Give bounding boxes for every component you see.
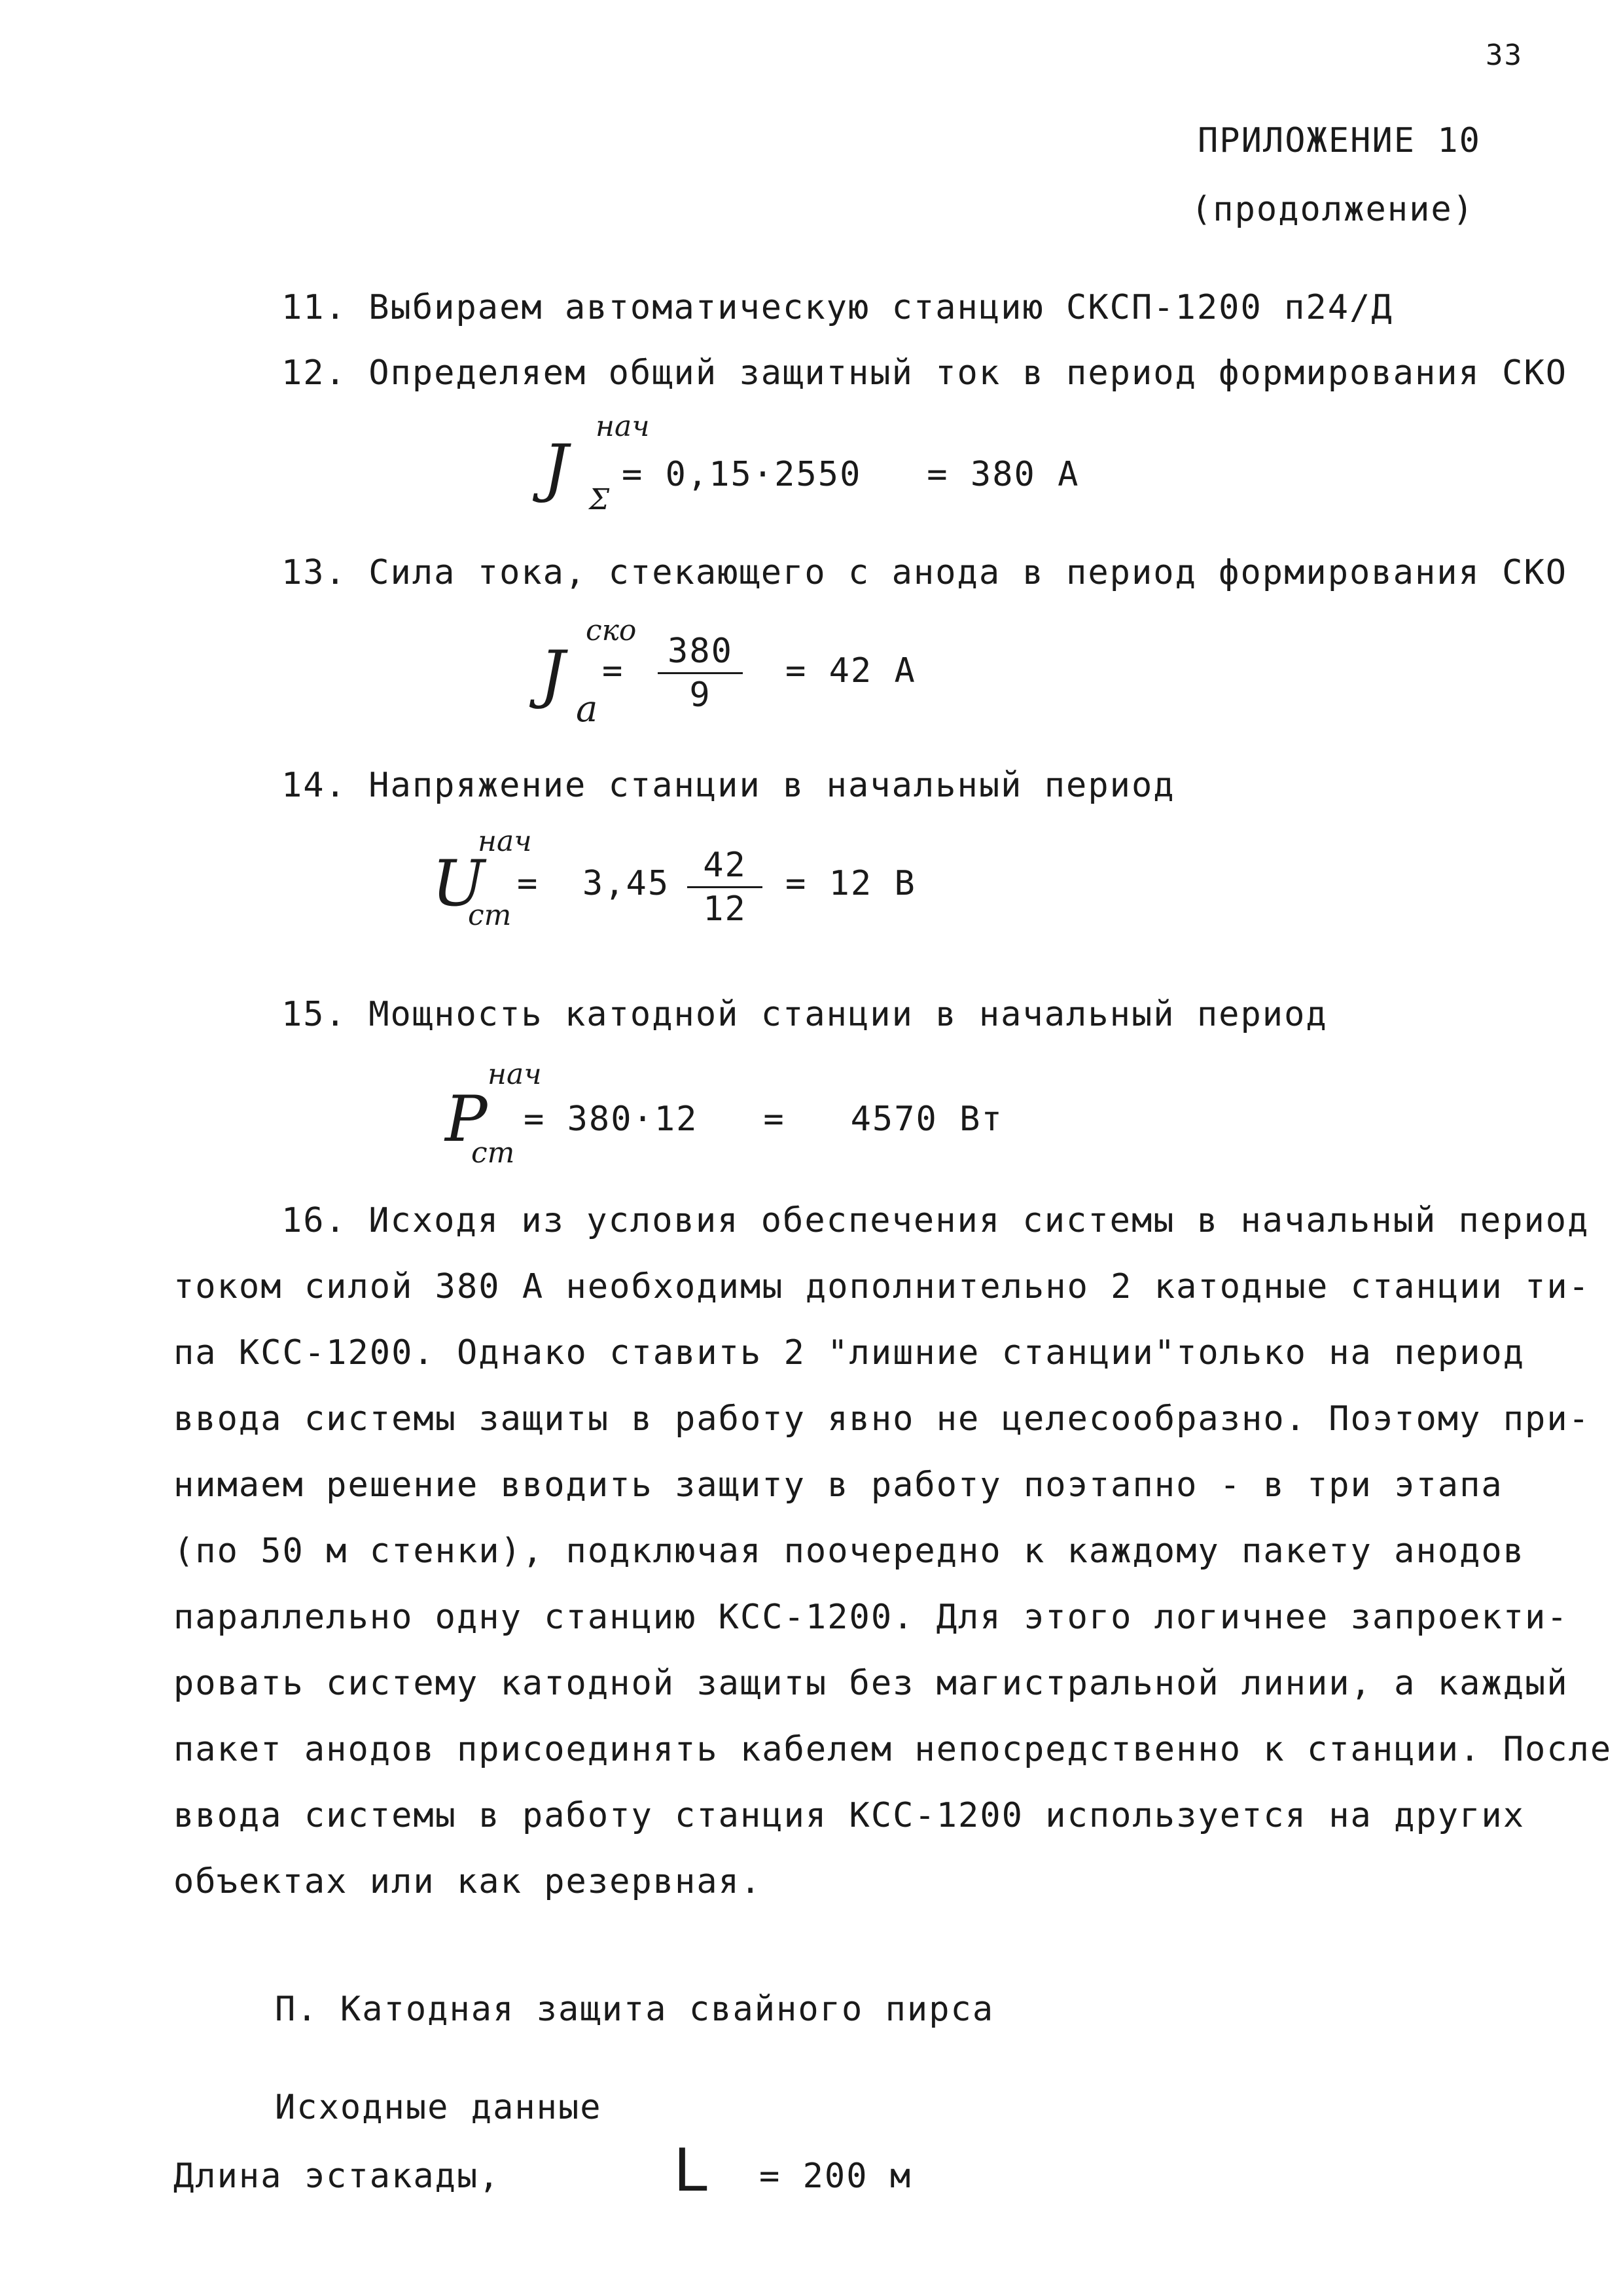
formula-2-equals: = bbox=[602, 651, 624, 691]
formula-4-superscript: нач bbox=[488, 1058, 542, 1091]
formula-4-expression: = 380·12 = 4570 Вт bbox=[524, 1100, 1003, 1139]
paragraph-line: параллельно одну станцию КСС-1200. Для этого логичнее запроекти- bbox=[173, 1598, 1569, 1637]
paragraph-line: 16. Исходя из условия обеспечения системы в начальный период bbox=[281, 1201, 1590, 1240]
formula-2-subscript: a bbox=[576, 688, 598, 730]
fraction-bar bbox=[687, 886, 762, 888]
appendix-title: ПРИЛОЖЕНИЕ 10 bbox=[1198, 121, 1481, 160]
formula-2-result: = 42 А bbox=[785, 651, 916, 691]
data-row-value: = 200 м bbox=[759, 2157, 912, 2196]
data-row-label: Длина эстакады, bbox=[173, 2157, 501, 2196]
item-15: 15. Мощность катодной станции в начальный период bbox=[281, 995, 1328, 1034]
formula-1-superscript: нач bbox=[596, 410, 650, 443]
paragraph-line: (по 50 м стенки), подключая поочередно к каждому пакету анодов bbox=[173, 1532, 1525, 1571]
section-title: П. Катодная защита свайного пирса bbox=[275, 1990, 995, 2029]
formula-2-fraction bbox=[658, 632, 743, 715]
paragraph-line: нимаем решение вводить защиту в работу поэтапно - в три этапа bbox=[173, 1465, 1503, 1505]
formula-3-fraction bbox=[687, 846, 762, 929]
paragraph-16 bbox=[173, 1188, 1613, 1915]
formula-2-numerator: 380 bbox=[668, 632, 733, 671]
item-13: 13. Сила тока, стекающего с анода в период формирования СКО bbox=[281, 553, 1568, 592]
paragraph-line: па КСС-1200. Однако ставить 2 "лишние станции"только на период bbox=[173, 1333, 1525, 1372]
initial-data-heading: Исходные данные bbox=[275, 2088, 602, 2127]
formula-3-subscript: ст bbox=[468, 899, 512, 932]
formula-3-superscript: нач bbox=[478, 825, 532, 858]
paragraph-line: ввода системы в работу станция КСС-1200 используется на других bbox=[173, 1796, 1525, 1835]
formula-4-subscript: ст bbox=[471, 1136, 515, 1170]
paragraph-line: током силой 380 А необходимы дополнительно 2 катодные станции ти- bbox=[173, 1267, 1590, 1306]
appendix-continuation: (продолжение) bbox=[1191, 190, 1474, 229]
formula-2-symbol: J bbox=[540, 637, 565, 711]
paragraph-line: ввода системы защиты в работу явно не целесообразно. Поэтому при- bbox=[173, 1399, 1590, 1439]
data-row-symbol: L bbox=[674, 2134, 709, 2204]
formula-3-lead: = 3,45 bbox=[517, 864, 670, 903]
formula-2-denominator: 9 bbox=[689, 675, 711, 715]
paragraph-line: ровать систему катодной защиты без магистральной линии, а каждый bbox=[173, 1664, 1569, 1703]
item-14: 14. Напряжение станции в начальный период bbox=[281, 766, 1175, 805]
item-12: 12. Определяем общий защитный ток в период формирования СКО bbox=[281, 353, 1568, 393]
formula-3-result: = 12 В bbox=[785, 864, 916, 903]
formula-4-symbol: P bbox=[445, 1083, 488, 1156]
paragraph-line: пакет анодов присоединять кабелем непосредственно к станции. После bbox=[173, 1730, 1613, 1769]
formula-1-subscript: Σ bbox=[589, 483, 610, 516]
formula-3-numerator: 42 bbox=[703, 846, 747, 885]
formula-3-symbol: U bbox=[432, 847, 485, 920]
formula-1-symbol: J bbox=[543, 431, 569, 505]
item-11: 11. Выбираем автоматическую станцию СКСП-1200 п24/Д bbox=[281, 288, 1393, 327]
formula-3-denominator: 12 bbox=[703, 889, 747, 929]
fraction-bar bbox=[658, 672, 743, 674]
formula-2-superscript: ско bbox=[586, 614, 637, 647]
page-number: 33 bbox=[1486, 39, 1523, 72]
paragraph-line: объектах или как резервная. bbox=[173, 1862, 762, 1901]
formula-1-expression: = 0,15·2550 = 380 А bbox=[622, 455, 1080, 494]
